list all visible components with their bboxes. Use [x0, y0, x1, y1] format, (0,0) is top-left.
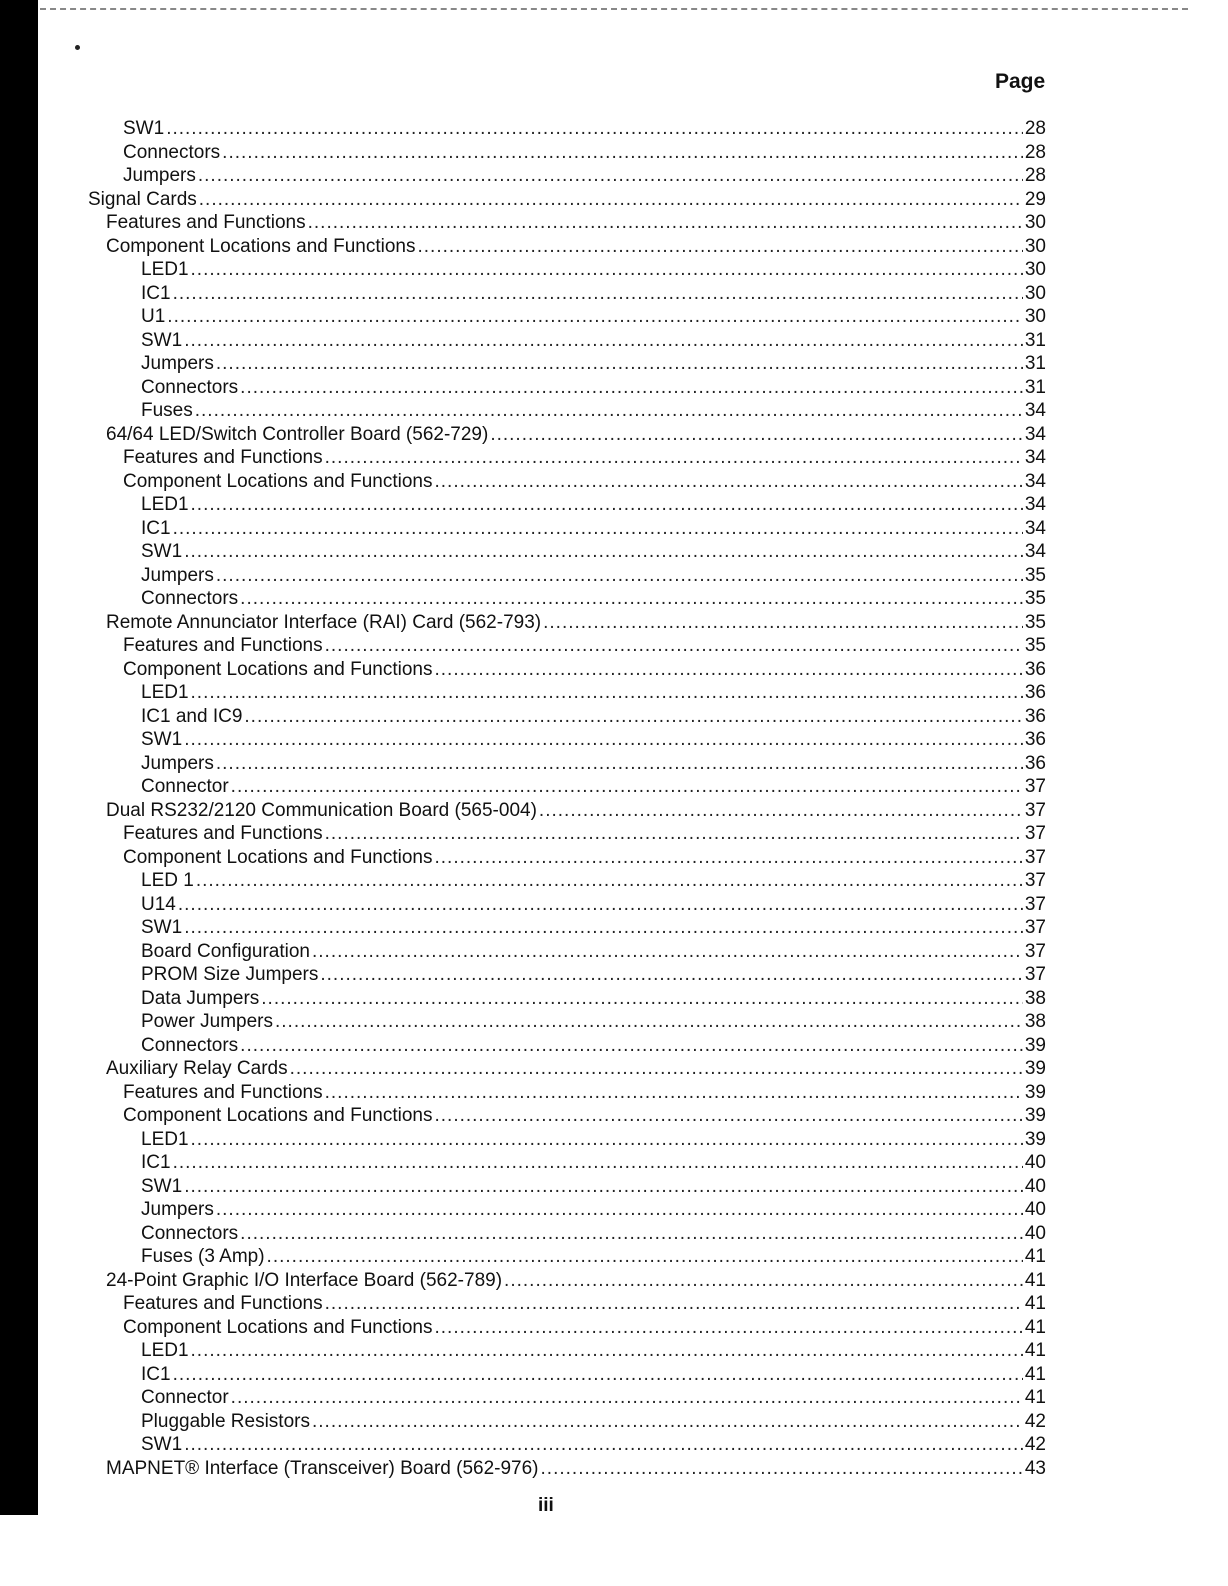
toc-entry-page: 39	[1024, 1034, 1046, 1056]
toc-entry-page: 35	[1024, 588, 1046, 609]
toc-entry	[88, 681, 1046, 705]
toc-dot-leader	[320, 963, 1022, 987]
toc-entry-title: LED1	[141, 1128, 189, 1150]
toc-entry-title: Jumpers	[141, 1199, 214, 1220]
toc-entry	[88, 1057, 1046, 1081]
toc-entry-page: 37	[1024, 799, 1046, 821]
toc-entry	[88, 1457, 1046, 1481]
toc-entry-title: IC1	[141, 282, 171, 304]
toc-entry-title: Signal Cards	[88, 188, 197, 210]
toc-entry-title: Component Locations and Functions	[123, 1316, 433, 1338]
toc-entry-page: 42	[1024, 1410, 1046, 1432]
toc-entry-page: 41	[1024, 1387, 1046, 1408]
toc-dot-leader	[240, 587, 1023, 611]
toc-entry	[88, 376, 1046, 400]
toc-dot-leader	[196, 869, 1023, 893]
toc-entry-page: 36	[1024, 752, 1046, 774]
toc-entry-page: 36	[1024, 705, 1046, 727]
toc-entry-page: 39	[1024, 1128, 1046, 1150]
toc-dot-leader	[240, 1034, 1023, 1058]
toc-dot-leader	[325, 1292, 1023, 1316]
toc-dot-leader	[184, 540, 1023, 564]
toc-entry	[88, 916, 1046, 940]
toc-dot-leader	[191, 493, 1023, 517]
toc-entry-title: LED1	[141, 682, 189, 703]
toc-dot-leader	[216, 352, 1023, 376]
toc-dot-leader	[325, 822, 1023, 846]
toc-entry	[88, 611, 1046, 635]
toc-entry-title: Component Locations and Functions	[123, 470, 433, 492]
toc-entry-page: 40	[1024, 1175, 1046, 1197]
toc-dot-leader	[244, 705, 1022, 729]
toc-entry-page: 41	[1024, 1316, 1046, 1338]
toc-entry	[88, 352, 1046, 376]
toc-entry-page: 30	[1024, 282, 1046, 304]
toc-entry	[88, 141, 1046, 165]
toc-entry	[88, 1175, 1046, 1199]
toc-entry-title: 64/64 LED/Switch Controller Board (562-729)	[106, 423, 489, 445]
toc-entry-page: 37	[1024, 870, 1046, 891]
toc-entry	[88, 423, 1046, 447]
toc-entry-page: 28	[1024, 118, 1046, 139]
toc-entry-title: Connector	[141, 776, 229, 797]
toc-entry-page: 37	[1024, 823, 1046, 844]
toc-entry	[88, 493, 1046, 517]
toc-entry-page: 36	[1024, 682, 1046, 703]
toc-entry-page: 31	[1024, 329, 1046, 351]
toc-entry-page: 41	[1024, 1246, 1046, 1267]
toc-entry	[88, 634, 1046, 658]
toc-entry-page: 28	[1024, 141, 1046, 163]
toc-dot-leader	[184, 329, 1023, 353]
toc-entry-page: 31	[1024, 376, 1046, 398]
toc-entry-title: Connectors	[141, 376, 239, 398]
toc-entry	[88, 164, 1046, 188]
toc-entry	[88, 235, 1046, 259]
toc-entry-title: Connectors	[123, 141, 221, 163]
toc-entry-title: IC1 and IC9	[141, 705, 243, 727]
toc-dot-leader	[240, 1222, 1023, 1246]
toc-dot-leader	[417, 235, 1022, 259]
toc-entry-title: Component Locations and Functions	[106, 235, 416, 257]
toc-entry	[88, 822, 1046, 846]
toc-entry	[88, 1339, 1046, 1363]
toc-dot-leader	[222, 141, 1023, 165]
toc-entry-page: 38	[1024, 1011, 1046, 1032]
toc-entry-title: Jumpers	[141, 353, 214, 374]
toc-entry-page: 34	[1024, 400, 1046, 421]
toc-entry-title: 24-Point Graphic I/O Interface Board (562-789)	[106, 1269, 503, 1291]
toc-entry-page: 35	[1024, 611, 1046, 633]
toc-entry-title: Connectors	[141, 1034, 239, 1056]
toc-entry	[88, 752, 1046, 776]
toc-entry-title: Features and Functions	[106, 212, 306, 233]
toc-entry-title: Power Jumpers	[141, 1011, 273, 1032]
toc-entry	[88, 1410, 1046, 1434]
toc-entry-title: Remote Annunciator Interface (RAI) Card (562-793)	[106, 611, 542, 633]
toc-entry	[88, 963, 1046, 987]
toc-entry-page: 39	[1024, 1058, 1046, 1079]
toc-dot-leader	[231, 1386, 1023, 1410]
toc-entry-title: Board Configuration	[141, 940, 310, 962]
toc-entry	[88, 987, 1046, 1011]
toc-entry-title: Fuses (3 Amp)	[141, 1246, 265, 1267]
toc-dot-leader	[191, 681, 1023, 705]
toc-entry	[88, 517, 1046, 541]
toc-dot-leader	[216, 752, 1023, 776]
toc-entry-page: 34	[1024, 447, 1046, 468]
toc-dot-leader	[434, 658, 1022, 682]
toc-entry-page: 30	[1024, 212, 1046, 233]
toc-entry-title: LED1	[141, 494, 189, 515]
toc-entry-title: Pluggable Resistors	[141, 1410, 310, 1432]
toc-dot-leader	[191, 1128, 1023, 1152]
toc-dot-leader	[198, 164, 1023, 188]
toc-entry-page: 40	[1024, 1199, 1046, 1220]
toc-entry	[88, 258, 1046, 282]
table-of-contents	[88, 117, 1046, 1480]
toc-dot-leader	[325, 634, 1023, 658]
toc-entry-title: Connectors	[141, 1222, 239, 1244]
toc-entry	[88, 117, 1046, 141]
toc-dot-leader	[543, 611, 1023, 635]
toc-entry-page: 37	[1024, 964, 1046, 985]
toc-entry-page: 35	[1024, 635, 1046, 656]
toc-dot-leader	[434, 846, 1022, 870]
toc-dot-leader	[173, 1151, 1023, 1175]
toc-entry	[88, 658, 1046, 682]
toc-dot-leader	[434, 1104, 1022, 1128]
scan-edge-border	[0, 0, 38, 1515]
toc-entry-title: Connectors	[141, 588, 239, 609]
toc-entry	[88, 1104, 1046, 1128]
toc-entry-page: 37	[1024, 940, 1046, 962]
toc-entry-page: 34	[1024, 423, 1046, 445]
toc-entry-page: 34	[1024, 470, 1046, 492]
toc-entry-page: 28	[1024, 165, 1046, 186]
toc-dot-leader	[167, 305, 1023, 329]
toc-entry-page: 36	[1024, 729, 1046, 750]
toc-entry	[88, 470, 1046, 494]
toc-entry-title: LED1	[141, 259, 189, 280]
toc-dot-leader	[184, 728, 1023, 752]
toc-dot-leader	[173, 282, 1023, 306]
toc-entry	[88, 564, 1046, 588]
toc-entry-page: 29	[1024, 188, 1046, 210]
toc-entry-title: Features and Functions	[123, 1081, 323, 1103]
toc-entry	[88, 1010, 1046, 1034]
toc-entry-title: Jumpers	[141, 564, 214, 586]
toc-entry-title: SW1	[141, 329, 183, 351]
toc-entry-title: Component Locations and Functions	[123, 846, 433, 868]
toc-entry	[88, 329, 1046, 353]
toc-entry	[88, 1292, 1046, 1316]
toc-dot-leader	[434, 1316, 1022, 1340]
toc-entry-page: 41	[1024, 1269, 1046, 1291]
toc-dot-leader	[490, 423, 1023, 447]
toc-entry	[88, 775, 1046, 799]
toc-dot-leader	[290, 1057, 1023, 1081]
toc-entry	[88, 587, 1046, 611]
toc-entry	[88, 188, 1046, 212]
toc-entry	[88, 705, 1046, 729]
toc-dot-leader	[539, 799, 1023, 823]
toc-entry-page: 37	[1024, 776, 1046, 797]
toc-dot-leader	[191, 258, 1023, 282]
toc-entry-title: Fuses	[141, 400, 193, 421]
toc-dot-leader	[199, 188, 1023, 212]
toc-dot-leader	[261, 987, 1023, 1011]
toc-dot-leader	[240, 376, 1023, 400]
toc-entry-title: Component Locations and Functions	[123, 1105, 433, 1126]
toc-entry-title: Connector	[141, 1387, 229, 1408]
toc-entry	[88, 446, 1046, 470]
toc-dot-leader	[308, 211, 1023, 235]
toc-entry	[88, 846, 1046, 870]
toc-entry-title: LED1	[141, 1340, 189, 1361]
toc-entry-page: 43	[1024, 1457, 1046, 1479]
toc-dot-leader	[184, 916, 1023, 940]
toc-dot-leader	[275, 1010, 1023, 1034]
toc-entry-title: Features and Functions	[123, 823, 323, 844]
toc-entry-title: Jumpers	[123, 165, 196, 186]
toc-entry	[88, 893, 1046, 917]
toc-entry-title: Dual RS232/2120 Communication Board (565-004)	[106, 799, 537, 821]
toc-entry-page: 34	[1024, 517, 1046, 539]
toc-entry	[88, 1198, 1046, 1222]
toc-dot-leader	[267, 1245, 1023, 1269]
toc-entry-title: LED 1	[141, 870, 194, 891]
toc-dot-leader	[173, 1363, 1023, 1387]
toc-entry-page: 41	[1024, 1363, 1046, 1385]
toc-entry-page: 41	[1024, 1293, 1046, 1314]
scan-speck	[75, 45, 80, 50]
toc-entry-title: Data Jumpers	[141, 987, 260, 1009]
toc-entry-title: SW1	[141, 1434, 183, 1455]
toc-entry-page: 37	[1024, 893, 1046, 915]
toc-entry	[88, 1151, 1046, 1175]
toc-entry-title: Features and Functions	[123, 635, 323, 656]
toc-entry-title: Jumpers	[141, 752, 214, 774]
toc-dot-leader	[541, 1457, 1023, 1481]
toc-entry	[88, 540, 1046, 564]
toc-entry-page: 30	[1024, 235, 1046, 257]
toc-dot-leader	[184, 1175, 1023, 1199]
toc-entry-title: U14	[141, 893, 176, 915]
toc-entry-title: MAPNET® Interface (Transceiver) Board (562-976)	[106, 1457, 539, 1479]
toc-dot-leader	[312, 1410, 1023, 1434]
toc-entry	[88, 869, 1046, 893]
toc-entry-page: 40	[1024, 1222, 1046, 1244]
toc-entry	[88, 1222, 1046, 1246]
toc-entry-title: IC1	[141, 1152, 171, 1173]
toc-entry-title: U1	[141, 306, 166, 327]
toc-entry-page: 30	[1024, 259, 1046, 280]
scan-top-rule	[40, 8, 1188, 10]
toc-dot-leader	[178, 893, 1023, 917]
toc-entry	[88, 1433, 1046, 1457]
toc-entry-title: IC1	[141, 517, 171, 539]
toc-dot-leader	[325, 446, 1023, 470]
toc-entry	[88, 399, 1046, 423]
toc-entry	[88, 1081, 1046, 1105]
toc-entry	[88, 940, 1046, 964]
toc-dot-leader	[231, 775, 1023, 799]
toc-entry-page: 39	[1024, 1081, 1046, 1103]
page-column-header: Page	[995, 70, 1046, 93]
toc-entry	[88, 305, 1046, 329]
toc-entry-page: 34	[1024, 541, 1046, 562]
toc-entry-title: PROM Size Jumpers	[141, 964, 319, 985]
toc-entry-page: 36	[1024, 658, 1046, 680]
toc-entry	[88, 211, 1046, 235]
toc-entry-title: SW1	[141, 1175, 183, 1197]
toc-dot-leader	[216, 1198, 1023, 1222]
toc-entry-title: SW1	[123, 118, 165, 139]
page-number: iii	[538, 1495, 554, 1516]
toc-dot-leader	[504, 1269, 1023, 1293]
toc-entry	[88, 1128, 1046, 1152]
toc-entry-title: Auxiliary Relay Cards	[106, 1058, 288, 1079]
toc-entry	[88, 1363, 1046, 1387]
toc-dot-leader	[434, 470, 1022, 494]
toc-entry	[88, 728, 1046, 752]
toc-entry-page: 37	[1024, 846, 1046, 868]
toc-entry	[88, 1316, 1046, 1340]
toc-entry	[88, 799, 1046, 823]
toc-entry	[88, 1034, 1046, 1058]
toc-dot-leader	[166, 117, 1023, 141]
toc-dot-leader	[184, 1433, 1023, 1457]
toc-entry-page: 41	[1024, 1340, 1046, 1361]
toc-dot-leader	[216, 564, 1023, 588]
toc-dot-leader	[191, 1339, 1023, 1363]
toc-dot-leader	[173, 517, 1023, 541]
toc-entry-title: SW1	[141, 541, 183, 562]
toc-dot-leader	[312, 940, 1023, 964]
toc-entry-page: 31	[1024, 353, 1046, 374]
toc-entry-title: Features and Functions	[123, 1293, 323, 1314]
toc-entry-title: Component Locations and Functions	[123, 658, 433, 680]
toc-entry	[88, 1386, 1046, 1410]
toc-entry-page: 40	[1024, 1152, 1046, 1173]
toc-entry-page: 38	[1024, 987, 1046, 1009]
toc-entry	[88, 1269, 1046, 1293]
toc-dot-leader	[325, 1081, 1023, 1105]
toc-entry-title: IC1	[141, 1363, 171, 1385]
toc-entry-title: SW1	[141, 917, 183, 938]
toc-entry-page: 39	[1024, 1105, 1046, 1126]
toc-dot-leader	[195, 399, 1023, 423]
toc-entry-page: 35	[1024, 564, 1046, 586]
toc-entry	[88, 1245, 1046, 1269]
toc-entry-page: 34	[1024, 494, 1046, 515]
toc-entry-page: 37	[1024, 917, 1046, 938]
toc-entry-title: Features and Functions	[123, 447, 323, 468]
toc-entry	[88, 282, 1046, 306]
toc-entry-page: 30	[1024, 306, 1046, 327]
toc-entry-title: SW1	[141, 729, 183, 750]
toc-entry-page: 42	[1024, 1434, 1046, 1455]
